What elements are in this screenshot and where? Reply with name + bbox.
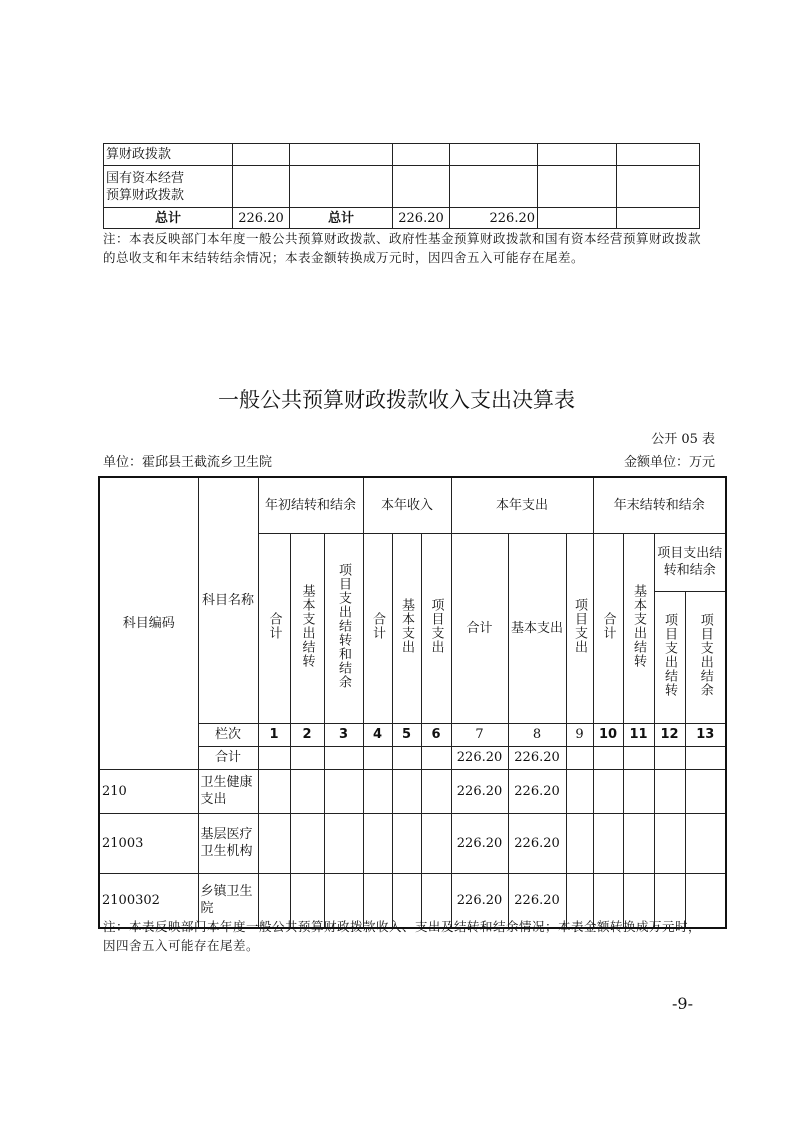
lanci-num: 8 (508, 723, 566, 746)
header-sub: 基本支出 (508, 533, 566, 723)
header-sub: 合计 (266, 611, 282, 640)
row-name: 卫生健康支出 (198, 769, 258, 813)
header-name: 科目名称 (198, 477, 258, 723)
page-title: 一般公共预算财政拨款收入支出决算表 (218, 388, 575, 412)
row-code: 21003 (99, 813, 198, 873)
lanci-label: 栏次 (198, 723, 258, 746)
cell-value: 226.20 (451, 746, 508, 769)
total-value: 226.20 (233, 208, 290, 229)
total-row (104, 208, 700, 229)
row-label: 国有资本经营 预算财政拨款 (104, 166, 233, 208)
header-sub: 项目支出结余 (697, 612, 713, 697)
cell-value: 226.20 (451, 769, 508, 813)
lanci-num: 6 (421, 723, 451, 746)
lanci-num: 5 (392, 723, 421, 746)
table-row (99, 769, 726, 813)
header-sub: 合计 (370, 611, 386, 640)
total-value: 226.20 (393, 208, 450, 229)
header-sub: 项目支出 (428, 597, 444, 654)
lanci-num: 2 (290, 723, 324, 746)
budget-table (98, 476, 727, 929)
cell-value: 226.20 (508, 813, 566, 873)
header-sub: 合计 (451, 533, 508, 723)
total-label: 合计 (198, 746, 258, 769)
row-code: 210 (99, 769, 198, 813)
lanci-num: 1 (258, 723, 290, 746)
header-sub: 基本支出结转 (631, 583, 647, 668)
lanci-num: 11 (623, 723, 654, 746)
row-name: 乡镇卫生院 (198, 873, 258, 928)
cell-value: 226.20 (451, 813, 508, 873)
cell-value: 226.20 (451, 873, 508, 928)
cell-value: 226.20 (508, 746, 566, 769)
cell-value: 226.20 (508, 769, 566, 813)
total-label: 总计 (290, 208, 393, 229)
header-sub: 基本支出结转 (299, 583, 315, 668)
lanci-num: 7 (451, 723, 508, 746)
row-name: 基层医疗卫生机构 (198, 813, 258, 873)
table-row (104, 166, 700, 208)
total-value: 226.20 (450, 208, 538, 229)
header-group: 本年支出 (451, 477, 593, 533)
header-sub: 项目支出结转和结余 (654, 533, 726, 591)
form-number: 公开 05 表 (651, 432, 715, 447)
lanci-num: 13 (685, 723, 726, 746)
header-sub: 项目支出结转和结余 (336, 562, 351, 689)
lanci-num: 4 (363, 723, 392, 746)
row-code: 2100302 (99, 873, 198, 928)
header-group: 本年收入 (363, 477, 451, 533)
row-label: 算财政拨款 (104, 144, 233, 166)
lanci-num: 3 (324, 723, 363, 746)
lanci-num: 10 (593, 723, 623, 746)
header-group: 年末结转和结余 (593, 477, 726, 533)
header-sub: 项目支出结转 (662, 612, 678, 697)
lanci-num: 9 (566, 723, 593, 746)
table-row (99, 813, 726, 873)
unit-label: 单位：霍邱县王截流乡卫生院 (103, 455, 273, 470)
header-group: 年初结转和结余 (258, 477, 363, 533)
amount-unit-label: 金额单位：万元 (623, 455, 715, 470)
top-table-note: 注：本表反映部门本年度一般公共预算财政拨款、政府性基金预算财政拨款和国有资本经营预算财政拨款的总收支和年末结转结余情况；本表金额转换成万元时，因四舍五入可能存在尾差。 (103, 231, 702, 265)
cell-value: 226.20 (508, 873, 566, 928)
total-label: 总计 (104, 208, 233, 229)
page-number: -9- (672, 994, 693, 1013)
table-row (104, 144, 700, 166)
header-code: 科目编码 (99, 477, 198, 769)
summary-table-continued (103, 143, 700, 229)
main-table-note: 注：本表反映部门本年度一般公共预算财政拨款收入、支出及结转和结余情况；本表金额转换成万元时，因四舍五入可能存在尾差。 (103, 919, 702, 953)
header-sub: 项目支出 (572, 597, 588, 654)
header-sub: 合计 (600, 611, 616, 640)
header-sub: 基本支出 (399, 597, 415, 654)
lanci-num: 12 (654, 723, 685, 746)
